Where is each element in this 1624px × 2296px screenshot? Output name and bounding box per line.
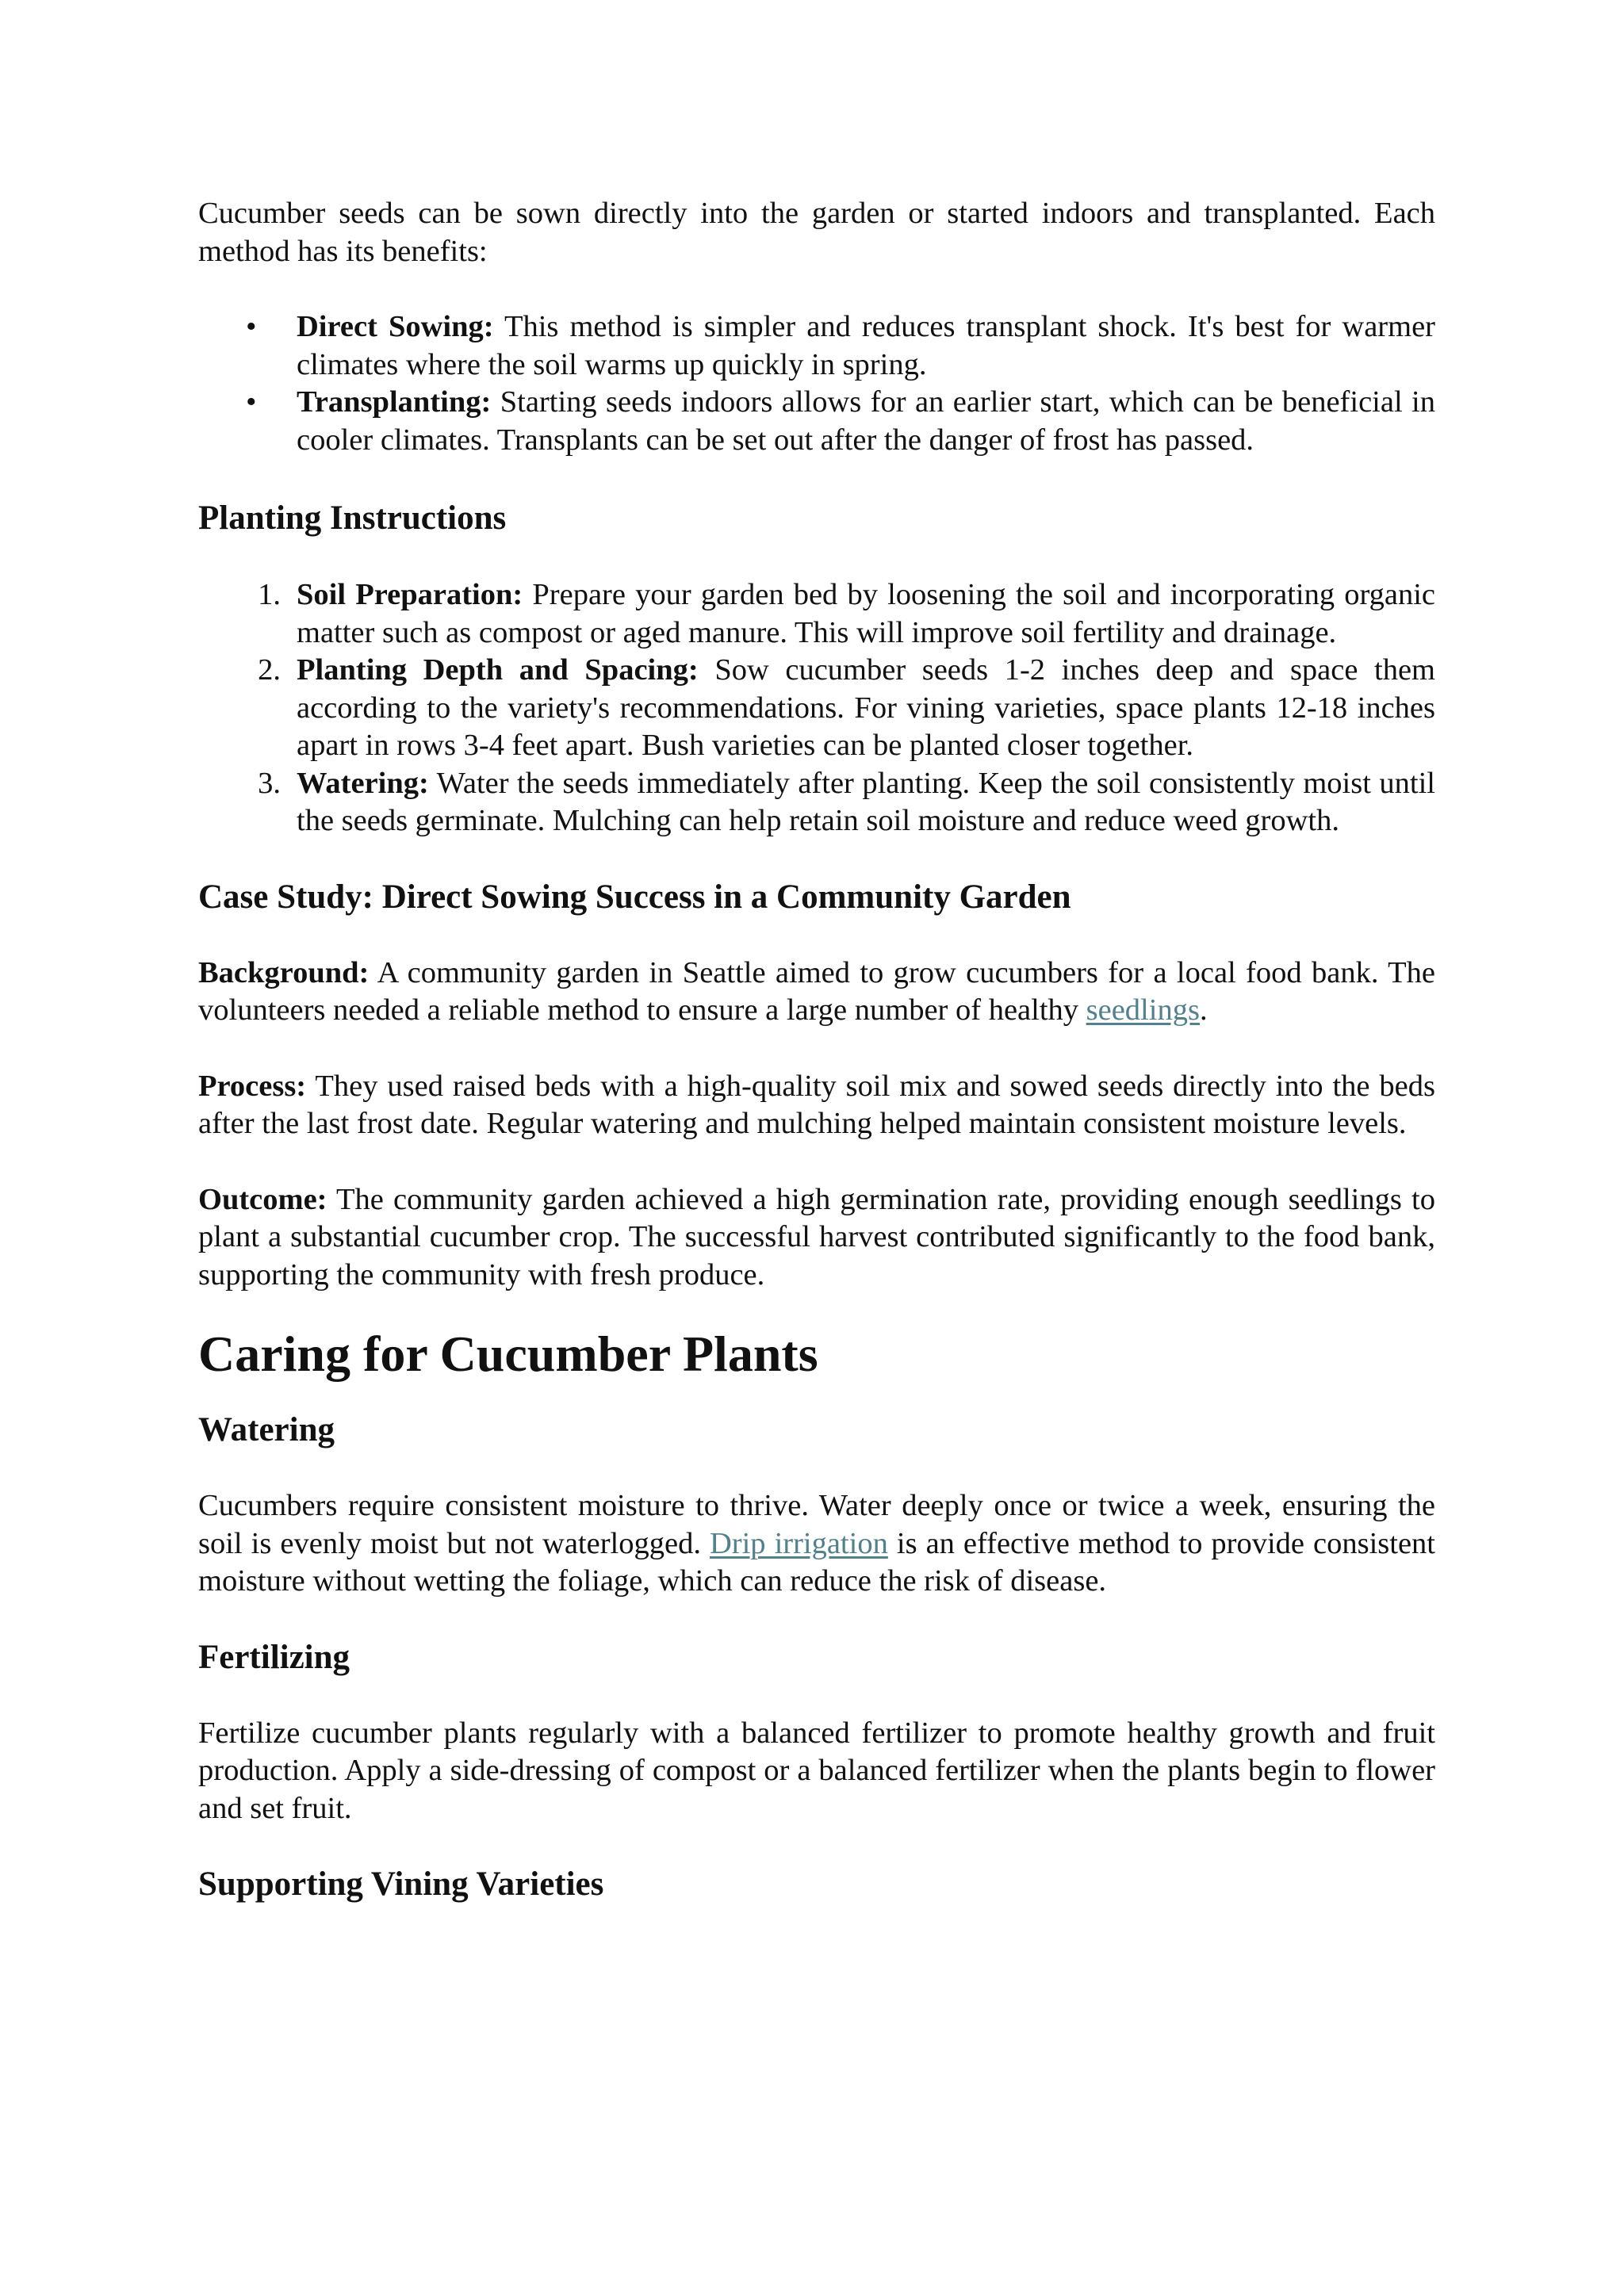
process-term: Process:	[198, 1069, 307, 1103]
drip-irrigation-link[interactable]: Drip irrigation	[709, 1526, 888, 1560]
list-item-text: Prepare your garden bed by loosening the soil and incorporating organic matter such as compost or aged manure. This will improve soil fertility and drainage.	[297, 578, 1436, 649]
watering-heading: Watering	[198, 1411, 335, 1448]
fertilizing-heading: Fertilizing	[198, 1638, 350, 1676]
list-item	[198, 576, 1435, 652]
list-item-text: Sow cucumber seeds 1-2 inches deep and space them according to the variety's recommendations. For vining varieties, space plants 12-18 inches apart in rows 3-4 feet apart. Bush varieties can be planted closer together.	[297, 653, 1435, 762]
seedlings-link[interactable]: seedlings	[1086, 993, 1200, 1027]
case-study-heading: Case Study: Direct Sowing Success in a Community Garden	[198, 878, 1071, 916]
list-item-term: Direct Sowing:	[297, 310, 494, 343]
list-item-term: Watering:	[297, 766, 429, 800]
list-item-term: Planting Depth and Spacing:	[297, 653, 699, 687]
planting-instructions-heading: Planting Instructions	[198, 499, 507, 537]
process-text: They used raised beds with a high-quality soil mix and sowed seeds directly into the beds after the last frost date. Regular watering and mulching helped maintain consistent moisture levels.	[198, 1069, 1435, 1140]
document-page	[198, 195, 1435, 1905]
list-item	[198, 308, 1435, 384]
list-item-text: Starting seeds indoors allows for an earlier start, which can be beneficial in cooler climates. Transplants can be set out after the danger of frost has passed.	[297, 385, 1435, 457]
case-study-background	[198, 955, 1435, 1030]
background-text-end: .	[1199, 993, 1208, 1027]
step-number: 2.	[258, 653, 281, 687]
list-item-term: Transplanting:	[297, 385, 492, 419]
watering-text: Cucumbers require consistent moisture to thrive. Water deeply once or twice a week, ensuring the soil is evenly moist but not waterlogged.	[198, 1489, 1435, 1560]
step-number: 3.	[258, 766, 281, 800]
background-text: A community garden in Seattle aimed to grow cucumbers for a local food bank. The volunteers needed a reliable method to ensure a large number of healthy	[198, 955, 1435, 1027]
watering-paragraph	[198, 1487, 1435, 1601]
outcome-term: Outcome:	[198, 1182, 327, 1216]
bullet-marker: •	[246, 310, 257, 343]
sowing-methods-list	[198, 308, 1435, 459]
step-number: 1.	[258, 578, 281, 611]
watering-text-end: is an effective method to provide consistent moisture without wetting the foliage, which can reduce the risk of disease.	[198, 1526, 1435, 1598]
caring-heading: Caring for Cucumber Plants	[198, 1326, 818, 1382]
outcome-text: The community garden achieved a high germination rate, providing enough seedlings to plant a substantial cucumber crop. The successful harvest contributed significantly to the food bank, supporting the community with fresh produce.	[198, 1182, 1435, 1292]
fertilizing-paragraph: Fertilize cucumber plants regularly with a balanced fertilizer to promote healthy growth and fruit production. Apply a side-dressing of compost or a balanced fertilizer when the plants begin to flower and set fruit.	[198, 1716, 1435, 1825]
list-item-text: Water the seeds immediately after planting. Keep the soil consistently moist until the seeds germinate. Mulching can help retain soil moisture and reduce weed growth.	[297, 766, 1435, 837]
case-study-process	[198, 1068, 1435, 1143]
list-item	[198, 384, 1435, 459]
list-item-text: This method is simpler and reduces transplant shock. It's best for warmer climates where the soil warms up quickly in spring.	[297, 310, 1435, 381]
planting-steps-list	[198, 576, 1435, 840]
case-study-outcome	[198, 1181, 1435, 1295]
background-term: Background:	[198, 955, 370, 989]
list-item	[198, 765, 1435, 840]
supporting-vining-heading: Supporting Vining Varieties	[198, 1866, 604, 1903]
intro-paragraph: Cucumber seeds can be sown directly into the garden or started indoors and transplanted. Each method has its benefits:	[198, 197, 1435, 268]
bullet-marker: •	[246, 385, 257, 419]
list-item-term: Soil Preparation:	[297, 578, 523, 611]
list-item	[198, 652, 1435, 765]
